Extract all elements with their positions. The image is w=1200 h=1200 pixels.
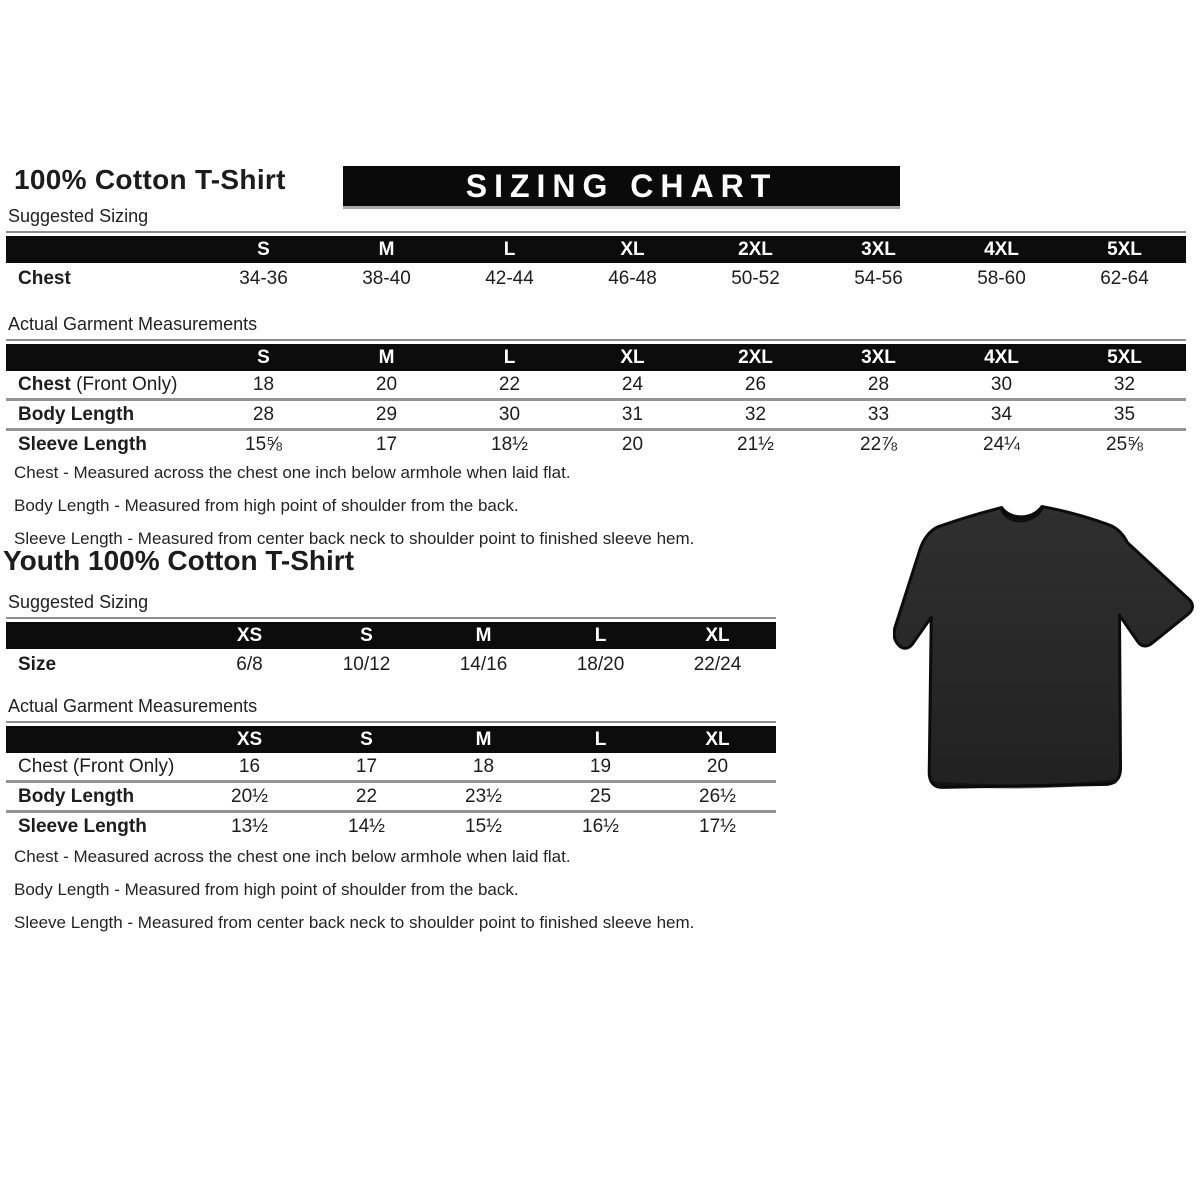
table-cell: 29 <box>325 400 448 430</box>
table-row <box>6 400 1186 430</box>
table-cell: 30 <box>990 373 1013 395</box>
table-cell: 23½ <box>425 782 542 812</box>
table-cell: 46-48 <box>608 267 657 289</box>
col-header: M <box>325 236 448 263</box>
col-header: 2XL <box>694 344 817 371</box>
col-header: M <box>425 726 542 753</box>
adult-actual-section <box>6 314 1186 458</box>
table-cell: 14½ <box>308 812 425 841</box>
table-cell: 22⅞ <box>817 430 940 459</box>
table-cell: 22 <box>308 782 425 812</box>
col-header: 4XL <box>940 344 1063 371</box>
tshirt-svg <box>893 494 1195 804</box>
table-cell: 17 <box>355 755 378 777</box>
blank-header-cell <box>6 726 191 753</box>
adult-suggested-section <box>6 206 1186 294</box>
table-row <box>6 812 776 841</box>
table-cell: 16 <box>238 755 261 777</box>
note-line: Sleeve Length - Measured from center back neck to shoulder point to finished sleeve hem. <box>14 913 695 932</box>
col-header: L <box>542 726 659 753</box>
table-cell: 42-44 <box>485 267 534 289</box>
blank-header-cell <box>6 622 191 649</box>
table-cell: 18 <box>472 755 495 777</box>
table-cell: 26½ <box>659 782 776 812</box>
table-cell: 20 <box>571 430 694 459</box>
row-label <box>6 649 191 680</box>
youth-actual-table <box>6 726 776 840</box>
table-cell: 22/24 <box>693 653 742 675</box>
youth-actual-section <box>6 696 776 840</box>
row-label <box>6 263 202 294</box>
col-header: XL <box>571 344 694 371</box>
row-label <box>6 371 202 400</box>
table-cell: 35 <box>1063 400 1186 430</box>
page-title: 100% Cotton T-Shirt <box>14 164 286 195</box>
table-cell: 26 <box>744 373 767 395</box>
table-cell: 28 <box>867 373 890 395</box>
table-cell: 34 <box>940 400 1063 430</box>
row-label <box>6 812 191 841</box>
col-header: L <box>542 622 659 649</box>
col-header: 2XL <box>694 236 817 263</box>
youth-page-title: Youth 100% Cotton T-Shirt <box>3 545 355 576</box>
col-header: XL <box>571 236 694 263</box>
tshirt-image <box>893 494 1195 804</box>
table-row <box>6 263 1186 294</box>
table-cell: 10/12 <box>342 653 391 675</box>
table-row <box>6 753 776 782</box>
col-header: 3XL <box>817 344 940 371</box>
table-cell: 22 <box>498 373 521 395</box>
col-header: 5XL <box>1063 344 1186 371</box>
row-label <box>6 782 191 812</box>
table-cell: 25⅝ <box>1063 430 1186 459</box>
table-cell: 58-60 <box>977 267 1026 289</box>
row-label <box>6 430 202 459</box>
row-label-text: Sleeve Length <box>18 815 147 837</box>
col-header: 5XL <box>1063 236 1186 263</box>
table-cell: 30 <box>448 400 571 430</box>
note-line: Sleeve Length - Measured from center back neck to shoulder point to finished sleeve hem. <box>14 529 695 548</box>
col-header: M <box>325 344 448 371</box>
adult-actual-table <box>6 344 1186 458</box>
table-cell: 14/16 <box>459 653 508 675</box>
note-line: Body Length - Measured from high point of shoulder from the back. <box>14 496 519 515</box>
table-cell: 20 <box>375 373 398 395</box>
table-cell: 21½ <box>694 430 817 459</box>
table-cell: 17½ <box>659 812 776 841</box>
table-cell: 50-52 <box>731 267 780 289</box>
table-cell: 13½ <box>191 812 308 841</box>
table-cell: 20½ <box>191 782 308 812</box>
table-cell: 32 <box>1113 373 1136 395</box>
table-cell: 17 <box>325 430 448 459</box>
table-cell: 15½ <box>425 812 542 841</box>
note-line: Chest - Measured across the chest one inch below armhole when laid flat. <box>14 463 571 482</box>
table-cell: 18/20 <box>576 653 625 675</box>
row-label <box>6 753 191 782</box>
actual-measurements-label: Actual Garment Measurements <box>6 696 776 723</box>
note-line: Body Length - Measured from high point of shoulder from the back. <box>14 880 519 899</box>
table-cell: 24 <box>621 373 644 395</box>
table-cell: 15⅝ <box>202 430 325 459</box>
row-label-suffix: (Front Only) <box>67 755 175 777</box>
table-cell: 54-56 <box>854 267 903 289</box>
youth-measurement-notes <box>14 840 694 939</box>
col-header: M <box>425 622 542 649</box>
table-cell: 25 <box>542 782 659 812</box>
suggested-sizing-label: Suggested Sizing <box>6 592 776 619</box>
col-header: XS <box>191 726 308 753</box>
col-header: L <box>448 236 571 263</box>
table-row <box>6 430 1186 459</box>
table-cell: 18 <box>252 373 275 395</box>
header-row <box>6 236 1186 263</box>
adult-measurement-notes <box>14 456 694 555</box>
header-row <box>6 622 776 649</box>
banner-text: SIZING CHART <box>465 167 778 204</box>
suggested-sizing-label: Suggested Sizing <box>6 206 1186 233</box>
col-header: S <box>202 236 325 263</box>
col-header: 3XL <box>817 236 940 263</box>
sizing-chart-banner <box>343 166 900 206</box>
row-label-text: Body Length <box>18 403 135 425</box>
actual-measurements-label: Actual Garment Measurements <box>6 314 1186 341</box>
col-header: XS <box>191 622 308 649</box>
row-label-text: Chest <box>18 267 71 289</box>
col-header: XL <box>659 622 776 649</box>
row-label-text: Size <box>18 653 57 675</box>
row-label-text: Body Length <box>18 785 135 807</box>
table-cell: 31 <box>571 400 694 430</box>
table-cell: 18½ <box>448 430 571 459</box>
table-cell: 33 <box>817 400 940 430</box>
row-label-suffix: (Front Only) <box>70 373 178 395</box>
table-cell: 62-64 <box>1100 267 1149 289</box>
blank-header-cell <box>6 344 202 371</box>
note-line: Chest - Measured across the chest one inch below armhole when laid flat. <box>14 847 571 866</box>
table-cell: 16½ <box>542 812 659 841</box>
table-cell: 28 <box>202 400 325 430</box>
youth-suggested-section <box>6 592 776 680</box>
table-cell: 24¼ <box>940 430 1063 459</box>
youth-suggested-table <box>6 622 776 680</box>
table-row <box>6 782 776 812</box>
col-header: S <box>308 622 425 649</box>
col-header: XL <box>659 726 776 753</box>
table-cell: 20 <box>706 755 729 777</box>
col-header: S <box>202 344 325 371</box>
table-cell: 19 <box>589 755 612 777</box>
col-header: 4XL <box>940 236 1063 263</box>
table-cell: 38-40 <box>362 267 411 289</box>
table-row <box>6 371 1186 400</box>
header-row <box>6 726 776 753</box>
row-label-text: Sleeve Length <box>18 433 147 455</box>
row-label-text: Chest <box>18 755 68 777</box>
table-cell: 6/8 <box>236 653 263 675</box>
table-cell: 32 <box>694 400 817 430</box>
col-header: L <box>448 344 571 371</box>
blank-header-cell <box>6 236 202 263</box>
row-label-text: Chest <box>18 373 71 395</box>
col-header: S <box>308 726 425 753</box>
row-label <box>6 400 202 430</box>
table-cell: 34-36 <box>239 267 288 289</box>
adult-suggested-table <box>6 236 1186 294</box>
table-row <box>6 649 776 680</box>
header-row <box>6 344 1186 371</box>
